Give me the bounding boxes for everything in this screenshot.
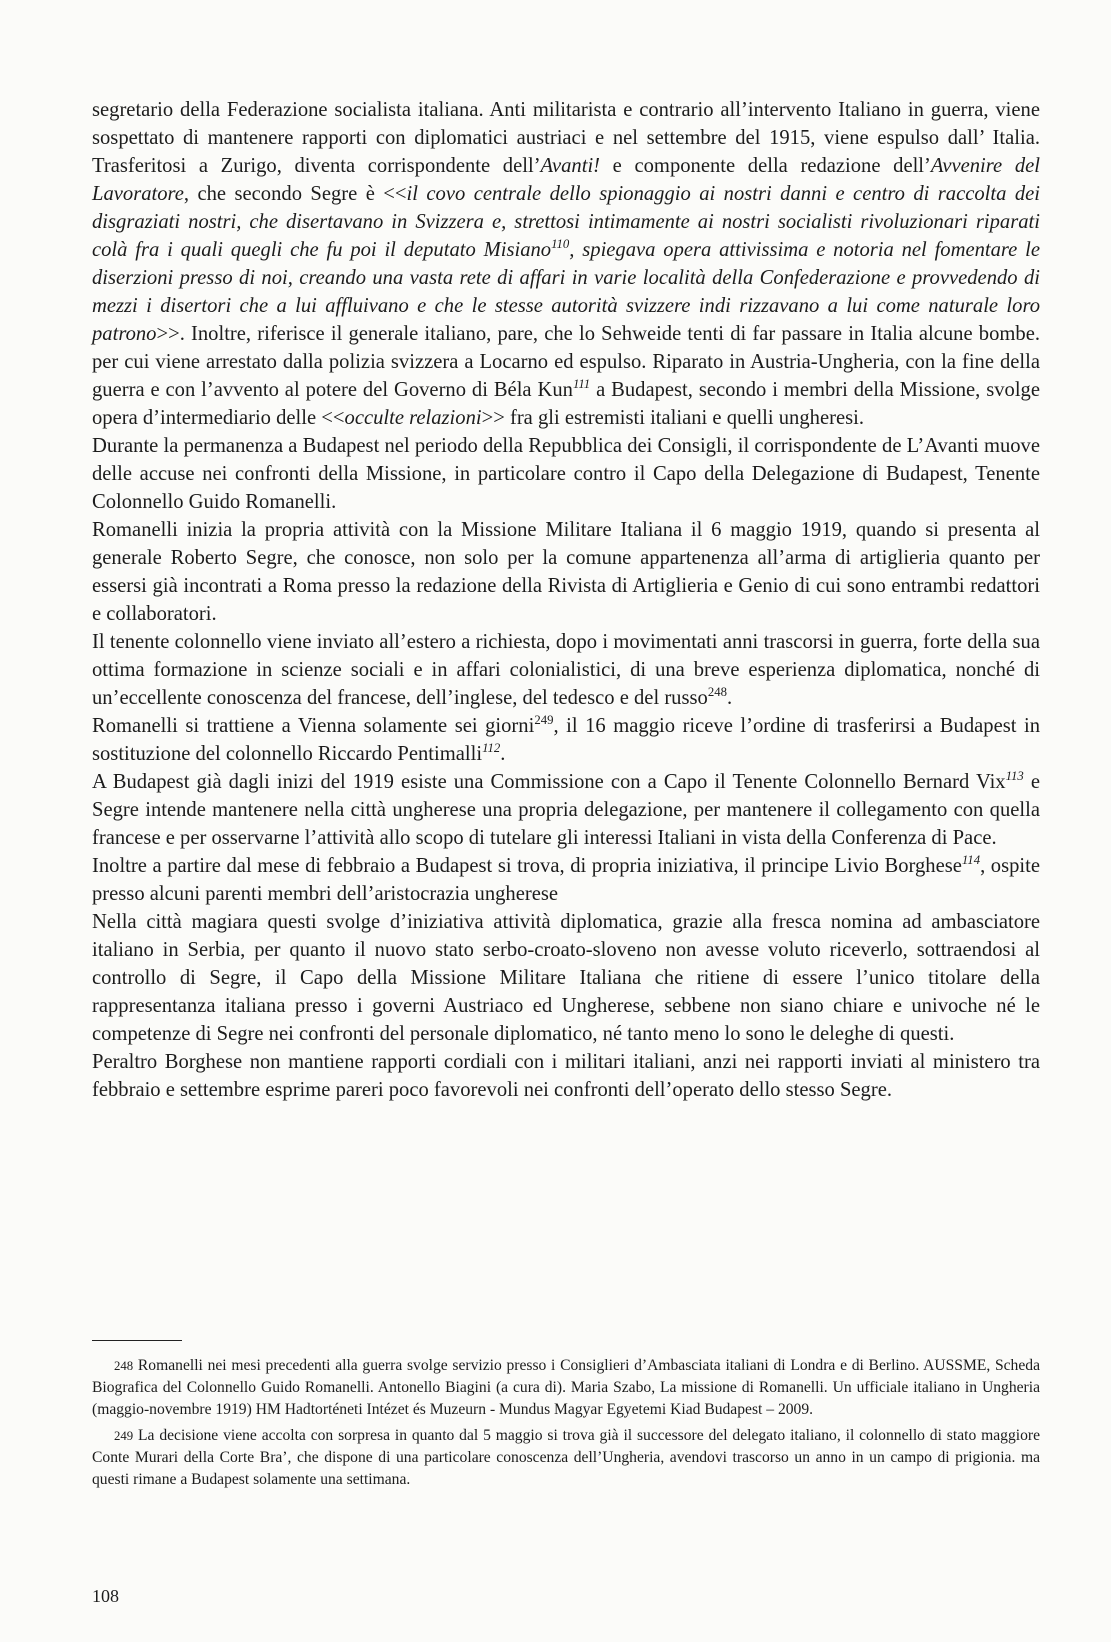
italic-text: Avvenire del Lavoratore <box>92 155 1040 205</box>
footnote-reference: 111 <box>572 377 591 392</box>
page-number: 108 <box>92 1586 119 1606</box>
text-run: >> fra gli estremisti italiani e quelli ungheresi. <box>481 407 864 429</box>
footnote-number: 248 <box>114 1359 134 1373</box>
text-run: >>. Inoltre, riferisce il generale italiano, pare, che lo Sehweide tenti di far passare in Italia alcune bombe. per cui viene arrestato dalla polizia svizzera a Locarno ed espulso. Riparato in Austria-Ungheria, con la fine della guerra e con l’avvento al potere del Governo di Béla Kun <box>92 323 1040 401</box>
text-run: Il tenente colonnello viene inviato all’estero a richiesta, dopo i movimentati anni trascorsi in guerra, forte della sua ottima formazione in scienze sociali e in affari colonialistici, di una breve esperienza diplomatica, nonché di un’eccellente conoscenza del francese, dell’inglese, del tedesco e del russo <box>92 631 1040 709</box>
italic-text: occulte relazioni <box>344 407 482 429</box>
italic-text: il covo centrale dello spionaggio ai nostri danni e centro di raccolta dei disgraziati nostri, che disertavano in Svizzera e, strettosi intimamente ai nostri socialisti rivoluzionari riparati colà fra i quali quegli che fu poi il deputato Misiano <box>92 183 1040 261</box>
footnote-reference: 110 <box>551 237 570 252</box>
footnote <box>92 1425 1040 1491</box>
footnote-text: Romanelli nei mesi precedenti alla guerra svolge servizio presso i Consiglieri d’Ambasciata italiani di Londra e di Berlino. AUSSME, Scheda Biografica del Colonnello Guido Romanelli. Antonello Biagini (a cura di). Maria Szabo, La missione di Romanelli. Un ufficiale italiano in Ungheria (maggio-novembre 1919) HM Hadtorténeti Intézet és Muzeurn - Mundus Magyar Egyetemi Kiad Budapest – 2009. <box>92 1357 1040 1418</box>
italic-text: Avanti! <box>540 155 601 177</box>
paragraph <box>92 96 1040 432</box>
footnote-reference: 113 <box>1005 769 1024 784</box>
footnotes <box>92 1355 1040 1495</box>
text-run: A Budapest già dagli inizi del 1919 esiste una Commissione con a Capo il Tenente Colonnello Bernard Vix <box>92 771 1006 793</box>
text-run: Romanelli inizia la propria attività con la Missione Militare Italiana il 6 maggio 1919, quando si presenta al generale Roberto Segre, che conosce, non solo per la comune appartenenza all’arma di artiglieria quanto per essersi già incontrati a Roma presso la redazione della Rivista di Artiglieria e Genio di cui sono entrambi redattori e collaboratori. <box>92 519 1040 625</box>
paragraph <box>92 516 1040 628</box>
footnote-text: La decisione viene accolta con sorpresa in quanto dal 5 maggio si trova già il successore del delegato italiano, il colonnello di stato maggiore Conte Murari della Corte Bra’, che dispone di una particolare conoscenza dell’Ungheria, avendovi trascorso un anno in un campo di prigionia. ma questi rimane a Budapest solamente una settimana. <box>92 1427 1040 1488</box>
text-run: Romanelli si trattiene a Vienna solamente sei giorni <box>92 715 535 737</box>
paragraph <box>92 628 1040 712</box>
text-run: Inoltre a partire dal mese di febbraio a Budapest si trova, di propria iniziativa, il principe Livio Borghese <box>92 855 962 877</box>
italic-text: , spiegava opera attivissima e notoria nel fomentare le diserzioni presso di noi, creando una vasta rete di affari in varie località della Confederazione e provvedendo di mezzi i disertori che a lui affluivano e che le stesse autorità svizzere indi rizzavano a lui come naturale loro patrono <box>92 239 1040 345</box>
paragraph <box>92 432 1040 516</box>
text-run: segretario della Federazione socialista italiana. Anti militarista e contrario all’intervento Italiano in guerra, viene sospettato di mantenere rapporti con diplomatici austriaci e nel settembre del 1915, viene espulso dall’ Italia. Trasferitosi a Zurigo, diventa corrispondente dell’ <box>92 99 1040 177</box>
text-run: e componente della redazione dell’ <box>600 155 931 177</box>
text-run: , che secondo Segre è << <box>183 183 407 205</box>
paragraph <box>92 712 1040 768</box>
footnote-reference: 114 <box>961 853 981 868</box>
text-run: , ospite presso alcuni parenti membri dell’aristocrazia ungherese <box>92 855 1040 905</box>
text-run: . <box>500 743 506 765</box>
paragraph <box>92 908 1040 1048</box>
text-run: , il 16 maggio riceve l’ordine di trasferirsi a Budapest in sostituzione del colonnello Riccardo Pentimalli <box>92 715 1041 765</box>
footnote-number: 249 <box>114 1429 134 1443</box>
footnote <box>92 1355 1040 1421</box>
text-run: Nella città magiara questi svolge d’iniziativa attività diplomatica, grazie alla fresca nomina ad ambasciatore italiano in Serbia, per quanto il nuovo stato serbo-croato-sloveno non avesse voluto riceverlo, sottraendosi al controllo di Segre, il Capo della Missione Militare Italiana che ritiene di essere l’unico titolare della rappresentanza italiana presso i governi Austriaco ed Ungherese, sebbene non siano chiare e univoche né le competenze di Segre nei confronti del personale diplomatico, né tanto meno lo sono le deleghe di questi. <box>92 911 1040 1045</box>
footnote-reference: 249 <box>534 713 554 728</box>
text-run: Durante la permanenza a Budapest nel periodo della Repubblica dei Consigli, il corrispondente de L’Avanti muove delle accuse nei confronti della Missione, in particolare contro il Capo della Delegazione di Budapest, Tenente Colonnello Guido Romanelli. <box>92 435 1040 513</box>
footnote-separator <box>92 1340 182 1341</box>
text-run: Peraltro Borghese non mantiene rapporti cordiali con i militari italiani, anzi nei rapporti inviati al ministero tra febbraio e settembre esprime pareri poco favorevoli nei confronti dell’operato dello stesso Segre. <box>92 1051 1040 1101</box>
text-run: e Segre intende mantenere nella città ungherese una propria delegazione, per mantenere il collegamento con quella francese e per osservarne l’attività allo scopo di tutelare gli interessi Italiani in vista della Conferenza di Pace. <box>92 771 1040 849</box>
footnote-reference: 112 <box>482 741 501 756</box>
body-text <box>92 96 1040 1104</box>
text-run: . <box>726 687 733 709</box>
text-run: a Budapest, secondo i membri della Missione, svolge opera d’intermediario delle << <box>92 379 1040 429</box>
paragraph <box>92 852 1040 908</box>
paragraph <box>92 768 1040 852</box>
paragraph <box>92 1048 1040 1104</box>
footnote-reference: 248 <box>707 685 727 700</box>
